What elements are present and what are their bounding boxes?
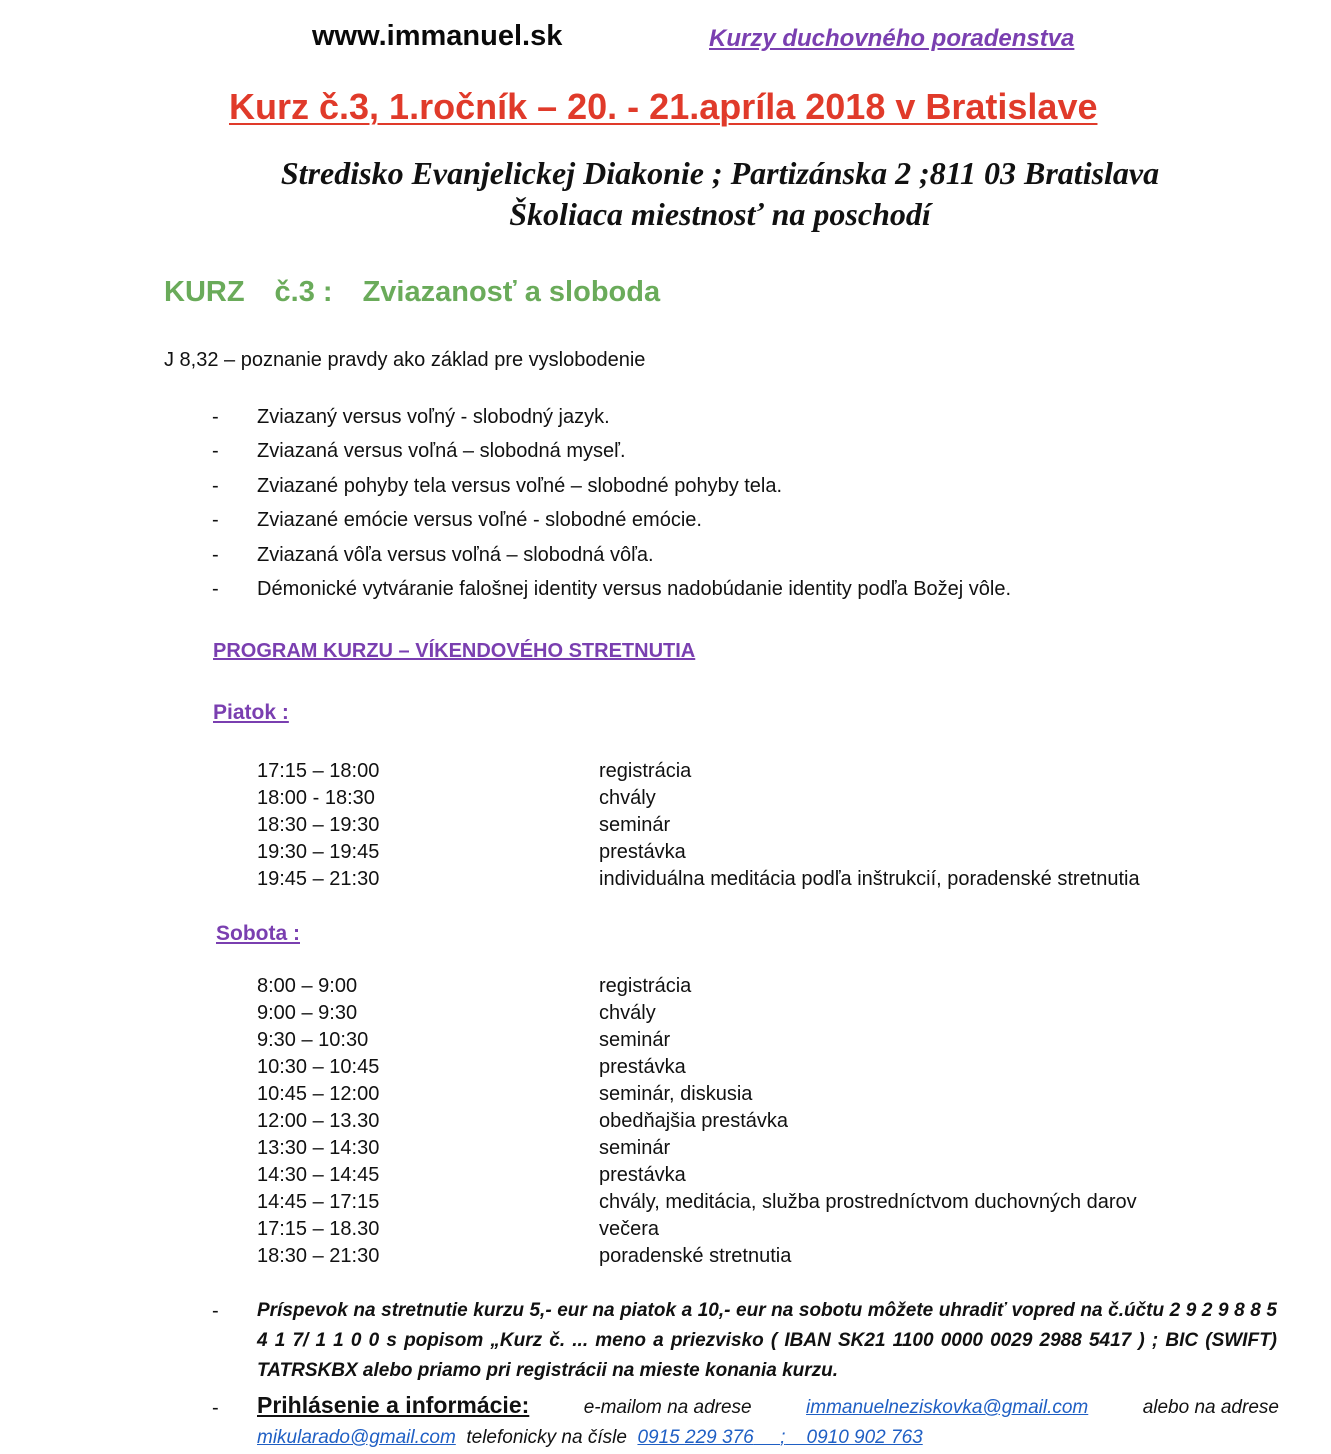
phone-separator-char: ;: [780, 1427, 786, 1448]
schedule-activity: večera: [599, 1218, 660, 1240]
venue-address: Stredisko Evanjelickej Diakonie ; Partizánska 2 ;811 03 Bratislava: [280, 155, 1160, 191]
schedule-activity: seminár: [599, 1137, 671, 1159]
site-url[interactable]: www.immanuel.sk: [312, 20, 563, 52]
schedule-time: 19:45 – 21:30: [257, 868, 380, 890]
topic-text: Zviazaná vôľa versus voľná – slobodná vôľa.: [257, 544, 654, 566]
bible-verse: J 8,32 – poznanie pravdy ako základ pre vyslobodenie: [164, 349, 646, 371]
registration-or-address: alebo na adrese: [1142, 1397, 1279, 1418]
program-title: PROGRAM KURZU – VÍKENDOVÉHO STRETNUTIA: [213, 640, 696, 662]
topic-text: Démonické vytváranie falošnej identity versus nadobúdanie identity podľa Božej vôle.: [257, 578, 1012, 600]
course-name: Zviazanosť a sloboda: [362, 276, 661, 308]
schedule-activity: seminár, diskusia: [599, 1083, 753, 1105]
topic-text: Zviazané pohyby tela versus voľné – slobodné pohyby tela.: [257, 475, 783, 497]
schedule-activity: prestávka: [599, 841, 686, 863]
schedule-time: 13:30 – 14:30: [257, 1137, 380, 1159]
phone-separator: [754, 1427, 807, 1448]
registration-info: [257, 1390, 1279, 1453]
schedule-time: 18:30 – 19:30: [257, 814, 380, 836]
fee-info: Príspevok na stretnutie kurzu 5,- eur na piatok a 10,- eur na sobotu môžete uhradiť vopred na č.účtu 2 9 2 9 8 8 5 4 1 7/ 1 1 0 0 s popisom „Kurz č. ... meno a priezvisko ( IBAN SK21 1100 0000 0029 2988 5417 ) ; BIC (SWIFT) TATRSKBX alebo priamo pri registrácii na mieste konania kurzu.: [257, 1300, 1277, 1381]
bullet-dash: -: [212, 406, 219, 428]
friday-heading: Piatok :: [213, 701, 289, 724]
schedule-activity: chvály: [599, 1002, 656, 1024]
saturday-heading: Sobota :: [216, 922, 300, 945]
bullet-dash: -: [212, 509, 219, 531]
topic-text: Zviazaná versus voľná – slobodná myseľ.: [257, 440, 626, 462]
course-heading: [164, 276, 660, 309]
schedule-activity: registrácia: [599, 975, 692, 997]
schedule-activity: registrácia: [599, 760, 692, 782]
schedule-time: 8:00 – 9:00: [257, 975, 358, 997]
registration-via-email: e-mailom na adrese: [583, 1397, 752, 1418]
schedule-time: 9:00 – 9:30: [257, 1002, 358, 1024]
schedule-time: 17:15 – 18:00: [257, 760, 380, 782]
email-link-immanuel[interactable]: immanuelneziskovka@gmail.com: [806, 1397, 1089, 1418]
schedule-time: 10:45 – 12:00: [257, 1083, 380, 1105]
bullet-dash: -: [212, 544, 219, 566]
schedule-activity: chvály, meditácia, služba prostredníctvom duchovných darov: [599, 1191, 1137, 1213]
course-number: č.3 :: [274, 276, 333, 308]
schedule-activity: seminár: [599, 1029, 671, 1051]
schedule-time: 14:30 – 14:45: [257, 1164, 380, 1186]
bullet-dash: -: [212, 578, 219, 600]
schedule-time: 12:00 – 13.30: [257, 1110, 380, 1132]
bullet-dash: -: [212, 475, 219, 497]
schedule-time: 17:15 – 18.30: [257, 1218, 380, 1240]
topic-text: Zviazaný versus voľný - slobodný jazyk.: [257, 406, 610, 428]
venue-room: Školiaca miestnosť na poschodí: [509, 196, 931, 232]
schedule-time: 9:30 – 10:30: [257, 1029, 369, 1051]
bullet-dash: -: [212, 1300, 219, 1322]
bullet-dash: -: [212, 440, 219, 462]
series-title: Kurzy duchovného poradenstva: [709, 25, 1075, 52]
phone-link-1[interactable]: 0915 229 376: [637, 1427, 754, 1448]
schedule-time: 18:30 – 21:30: [257, 1245, 380, 1267]
schedule-time: 19:30 – 19:45: [257, 841, 380, 863]
schedule-time: 14:45 – 17:15: [257, 1191, 380, 1213]
registration-by-phone: telefonicky na čísle: [466, 1427, 627, 1448]
course-label: KURZ: [164, 276, 245, 308]
email-link-mikularado[interactable]: mikularado@gmail.com: [257, 1427, 456, 1448]
schedule-activity: prestávka: [599, 1164, 686, 1186]
schedule-activity: obedňajšia prestávka: [599, 1110, 789, 1132]
schedule-activity: seminár: [599, 814, 671, 836]
course-title: Kurz č.3, 1.ročník – 20. - 21.apríla 2018 v Bratislave: [229, 86, 1098, 127]
schedule-activity: individuálna meditácia podľa inštrukcií, poradenské stretnutia: [599, 868, 1140, 890]
phone-link-2[interactable]: 0910 902 763: [806, 1427, 923, 1448]
topic-text: Zviazané emócie versus voľné - slobodné emócie.: [257, 509, 702, 531]
schedule-activity: poradenské stretnutia: [599, 1245, 792, 1267]
schedule-activity: chvály: [599, 787, 656, 809]
bullet-dash: -: [212, 1397, 219, 1419]
schedule-time: 10:30 – 10:45: [257, 1056, 380, 1078]
schedule-time: 18:00 - 18:30: [257, 787, 375, 809]
registration-heading: Prihlásenie a informácie:: [257, 1392, 530, 1418]
schedule-activity: prestávka: [599, 1056, 686, 1078]
